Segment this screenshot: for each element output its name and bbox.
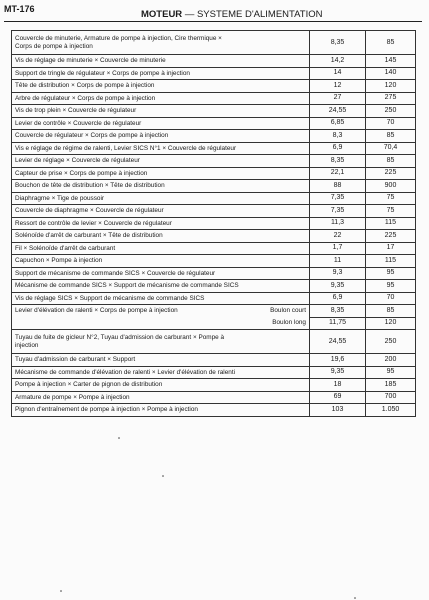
torque-value-1: 103 [310, 404, 366, 417]
table-row [12, 142, 416, 155]
torque-value-2: 95 [366, 366, 416, 379]
title-dash: — [184, 9, 195, 20]
torque-value-2: 115 [366, 255, 416, 268]
row-description: Couvercle de régulateur × Corps de pompe à injection [12, 130, 310, 143]
scan-speck [162, 475, 164, 477]
torque-value-1: 14,2 [310, 55, 366, 68]
split-row-content [15, 307, 306, 314]
row-description: Mécanisme de commande SICS × Support de mécanisme de commande SICS [12, 280, 310, 293]
table-row [12, 105, 416, 118]
table-row [12, 155, 416, 168]
torque-value-1: 8,35 [310, 305, 366, 318]
torque-value-1: 24,55 [310, 105, 366, 118]
page-code: MT-176 [4, 4, 35, 14]
table-row [12, 354, 416, 367]
torque-value-2: 120 [366, 80, 416, 93]
table-row [12, 292, 416, 305]
torque-value-1: 1,7 [310, 242, 366, 255]
row-description: Support de mécanisme de commande SICS × Couvercle de régulateur [12, 267, 310, 280]
split-row-label: Levier d'élévation de ralenti × Corps de pompe à injection [15, 307, 178, 315]
table-row [12, 192, 416, 205]
table-row [12, 167, 416, 180]
row-description: Vis e réglage de régime de ralenti, Levier SICS N°1 × Couvercle de régulateur [12, 142, 310, 155]
table-row [12, 205, 416, 218]
torque-value-2: 75 [366, 192, 416, 205]
torque-value-1: 11,3 [310, 217, 366, 230]
torque-value-2: 185 [366, 379, 416, 392]
torque-value-1: 11,75 [310, 317, 366, 330]
torque-value-2: 225 [366, 167, 416, 180]
torque-table [11, 30, 416, 417]
torque-value-2: 95 [366, 280, 416, 293]
row-description: Vis de réglage de minuterie × Couvercle de minuterie [12, 55, 310, 68]
torque-value-2: 85 [366, 155, 416, 168]
torque-value-1: 8,35 [310, 155, 366, 168]
table-row [12, 230, 416, 243]
row-description: Bouchon de tête de distribution × Tête de distribution [12, 180, 310, 193]
torque-value-1: 27 [310, 92, 366, 105]
row-description: Fil × Solénoïde d'arrêt de carburant [12, 242, 310, 255]
row-description: Levier de réglage × Couvercle de régulateur [12, 155, 310, 168]
row-description: Couvercle de diaphragme × Couvercle de régulateur [12, 205, 310, 218]
torque-value-1: 12 [310, 80, 366, 93]
torque-value-2: 120 [366, 317, 416, 330]
torque-value-2: 115 [366, 217, 416, 230]
torque-value-1: 6,85 [310, 117, 366, 130]
scan-speck [60, 590, 62, 592]
table-row [12, 255, 416, 268]
table-row [12, 67, 416, 80]
table-row [12, 92, 416, 105]
bolt-variant-label: Boulon long [272, 319, 306, 327]
torque-value-2: 140 [366, 67, 416, 80]
torque-value-1: 7,35 [310, 192, 366, 205]
torque-value-2: 200 [366, 354, 416, 367]
torque-value-1: 22,1 [310, 167, 366, 180]
table-row [12, 31, 416, 55]
table-row [12, 180, 416, 193]
row-description: Vis de réglage SICS × Support de mécanisme de commande SICS [12, 292, 310, 305]
torque-value-1: 8,35 [310, 31, 366, 55]
torque-value-1: 18 [310, 379, 366, 392]
scan-speck [354, 597, 356, 599]
torque-value-1: 11 [310, 255, 366, 268]
table-row [12, 130, 416, 143]
torque-value-1: 22 [310, 230, 366, 243]
row-description: Pignon d'entraînement de pompe à injection × Pompe à injection [12, 404, 310, 417]
torque-value-2: 145 [366, 55, 416, 68]
row-description: Levier de contrôle × Couvercle de régulateur [12, 117, 310, 130]
row-description: Vis de trop plein × Couvercle de régulateur [12, 105, 310, 118]
torque-value-2: 85 [366, 305, 416, 318]
section-subtitle: SYSTEME D'ALIMENTATION [196, 9, 323, 20]
table-row [12, 55, 416, 68]
row-description [12, 305, 310, 318]
torque-value-1: 9,3 [310, 267, 366, 280]
torque-value-2: 250 [366, 105, 416, 118]
torque-value-2: 225 [366, 230, 416, 243]
torque-value-1: 19,6 [310, 354, 366, 367]
table-row [12, 217, 416, 230]
table-row [12, 117, 416, 130]
scan-speck [118, 437, 120, 439]
torque-value-2: 900 [366, 180, 416, 193]
torque-value-2: 1.050 [366, 404, 416, 417]
torque-value-1: 9,35 [310, 366, 366, 379]
page-title [141, 9, 322, 20]
torque-value-2: 75 [366, 205, 416, 218]
torque-value-1: 7,35 [310, 205, 366, 218]
row-description [12, 317, 310, 330]
row-description: Tuyau de fuite de gicleur N°2, Tuyau d'admission de carburant × Pompe à injection [12, 330, 310, 354]
row-description: Tuyau d'admission de carburant × Support [12, 354, 310, 367]
torque-value-1: 69 [310, 391, 366, 404]
torque-value-2: 17 [366, 242, 416, 255]
torque-value-2: 700 [366, 391, 416, 404]
torque-value-2: 85 [366, 130, 416, 143]
row-description: Support de tringle de régulateur × Corps de pompe à injection [12, 67, 310, 80]
table-row [12, 391, 416, 404]
torque-value-1: 88 [310, 180, 366, 193]
table-row [12, 242, 416, 255]
torque-value-2: 70,4 [366, 142, 416, 155]
section-title: MOTEUR [141, 9, 183, 20]
torque-value-2: 70 [366, 292, 416, 305]
table-row [12, 317, 416, 330]
row-description: Solénoïde d'arrêt de carburant × Tête de distribution [12, 230, 310, 243]
torque-value-2: 95 [366, 267, 416, 280]
torque-value-1: 14 [310, 67, 366, 80]
row-description: Mécanisme de commande d'élévation de ralenti × Levier d'élévation de ralenti [12, 366, 310, 379]
table-row [12, 366, 416, 379]
row-description: Armature de pompe × Pompe à injection [12, 391, 310, 404]
torque-value-1: 8,3 [310, 130, 366, 143]
row-description: Ressort de contrôle de levier × Couvercle de régulateur [12, 217, 310, 230]
table-row [12, 267, 416, 280]
split-row-content [15, 319, 306, 326]
header-rule [4, 21, 422, 22]
torque-value-2: 275 [366, 92, 416, 105]
table-row [12, 280, 416, 293]
row-description: Arbre de régulateur × Corps de pompe à injection [12, 92, 310, 105]
row-description: Capteur de prise × Corps de pompe à injection [12, 167, 310, 180]
row-description: Capuchon × Pompe à injection [12, 255, 310, 268]
torque-value-2: 85 [366, 31, 416, 55]
row-description: Tête de distribution × Corps de pompe à injection [12, 80, 310, 93]
table-row [12, 330, 416, 354]
row-description: Diaphragme × Tige de poussoir [12, 192, 310, 205]
bolt-variant-label: Boulon court [270, 307, 306, 315]
torque-value-1: 9,35 [310, 280, 366, 293]
torque-value-2: 70 [366, 117, 416, 130]
table-row [12, 404, 416, 417]
table-row [12, 379, 416, 392]
torque-value-1: 24,55 [310, 330, 366, 354]
torque-value-2: 250 [366, 330, 416, 354]
torque-value-1: 6,9 [310, 292, 366, 305]
row-description: Pompe à injection × Carter de pignon de distribution [12, 379, 310, 392]
torque-value-1: 6,9 [310, 142, 366, 155]
table-row [12, 80, 416, 93]
table-row [12, 305, 416, 318]
row-description: Couvercle de minuterie, Armature de pompe à injection, Cire thermique × Corps de pompe à injection [12, 31, 310, 55]
